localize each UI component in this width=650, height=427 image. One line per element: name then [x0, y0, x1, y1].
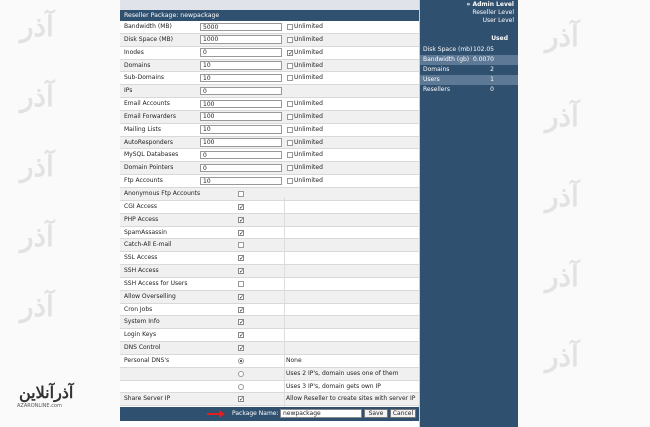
feature-checkbox[interactable]: [238, 191, 244, 197]
site-logo: [5, 383, 74, 417]
field-input[interactable]: 10: [200, 74, 282, 83]
feature-checkbox[interactable]: ✓: [239, 268, 245, 276]
table-row: [120, 342, 419, 355]
table-row: [120, 85, 419, 98]
used-header: Used: [491, 35, 508, 42]
field-label: Disk Space (MB): [124, 35, 173, 43]
usage-row: [420, 75, 518, 85]
field-label: Bandwidth (MB): [124, 23, 172, 30]
table-row: [120, 98, 419, 111]
unlimited-checkbox[interactable]: [287, 75, 293, 81]
unlimited-label: Unlimited: [294, 100, 323, 108]
table-row: [120, 47, 419, 60]
watermark: آذر: [20, 10, 54, 43]
table-row: [120, 304, 419, 317]
usage-row: [420, 65, 518, 75]
unlimited-checkbox[interactable]: [287, 63, 293, 69]
feature-checkbox[interactable]: ✓: [239, 293, 245, 301]
field-input[interactable]: 5000: [200, 23, 282, 32]
watermark: آذر: [20, 220, 54, 253]
usage-label: Bandwidth (gb): [423, 56, 470, 63]
watermark: آذر: [545, 180, 579, 213]
share-server-ip-checkbox[interactable]: ✓: [239, 396, 245, 404]
unlimited-checkbox[interactable]: [287, 178, 293, 184]
sidebar-item-user-level[interactable]: User Level: [482, 17, 514, 24]
field-label: Email Accounts: [124, 100, 170, 108]
table-row: [120, 188, 419, 201]
feature-label: SSL Access: [124, 254, 158, 262]
field-label: IPs: [124, 87, 133, 95]
table-row: [120, 278, 419, 291]
field-input[interactable]: 10: [200, 177, 282, 186]
unlimited-label: Unlimited: [294, 151, 323, 159]
table-row: [120, 227, 419, 240]
feature-label: SpamAssassin: [124, 228, 167, 236]
feature-label: CGI Access: [124, 202, 158, 210]
unlimited-label: Unlimited: [294, 61, 323, 69]
table-row: [120, 21, 419, 34]
unlimited-label: Unlimited: [294, 48, 323, 56]
watermark: آذر: [20, 150, 54, 183]
table-row: [120, 368, 419, 381]
unlimited-checkbox[interactable]: [287, 152, 293, 158]
usage-row: [420, 45, 518, 55]
unlimited-label: Unlimited: [294, 74, 323, 82]
personal-dns-label: Personal DNS's: [124, 356, 170, 364]
feature-checkbox[interactable]: [238, 242, 244, 248]
field-input[interactable]: 0: [200, 151, 282, 160]
table-row: [120, 381, 419, 394]
feature-label: PHP Access: [124, 215, 159, 223]
personal-dns-option-text: Uses 3 IP's, domain gets own IP: [286, 382, 381, 390]
feature-label: Login Keys: [124, 331, 157, 339]
usage-value: 2: [490, 66, 494, 73]
field-label: Domain Pointers: [124, 164, 174, 172]
field-input[interactable]: 100: [200, 112, 282, 121]
unlimited-label: Unlimited: [294, 112, 323, 120]
feature-label: SSH Access for Users: [124, 279, 188, 287]
feature-checkbox[interactable]: ✓: [239, 255, 245, 263]
usage-value: 0.0070: [473, 56, 494, 63]
logo-subtext: AZARONLINE.com: [17, 403, 62, 409]
share-server-ip-text: Allow Reseller to create sites with server IP: [286, 395, 416, 403]
watermark: آذر: [545, 340, 579, 373]
unlimited-checkbox[interactable]: [287, 127, 293, 133]
table-row: [120, 111, 419, 124]
table-row: [120, 60, 419, 73]
field-input[interactable]: 10: [200, 61, 282, 70]
feature-label: DNS Control: [124, 344, 161, 352]
feature-checkbox[interactable]: [238, 281, 244, 287]
table-row: [120, 214, 419, 227]
field-input[interactable]: 100: [200, 100, 282, 109]
unlimited-label: Unlimited: [294, 35, 323, 43]
package-header: Reseller Package: newpackage: [120, 10, 419, 21]
cancel-button[interactable]: Cancel: [390, 409, 416, 418]
package-name-input[interactable]: newpackage: [280, 409, 362, 418]
red-arrow-icon: [207, 410, 225, 418]
feature-label: Allow Overselling: [124, 292, 176, 300]
field-label: Sub-Domains: [124, 74, 164, 82]
table-row: [120, 201, 419, 214]
watermark: آذر: [545, 20, 579, 53]
table-row: [120, 265, 419, 278]
personal-dns-option-text: Uses 2 IP's, domain uses one of them: [286, 369, 399, 377]
usage-row: [420, 85, 518, 95]
personal-dns-radio[interactable]: [238, 371, 244, 377]
field-label: Inodes: [124, 48, 144, 56]
table-row: [120, 175, 419, 188]
feature-label: Cron Jobs: [124, 305, 153, 313]
unlimited-checkbox[interactable]: [287, 101, 293, 107]
logo-text: آذرآنلاین: [19, 383, 74, 402]
save-button[interactable]: Save: [364, 409, 388, 418]
table-row: [120, 72, 419, 85]
usage-value: 0: [490, 86, 494, 93]
field-label: Ftp Accounts: [124, 177, 163, 185]
top-strip: [120, 0, 419, 10]
package-settings-table: [120, 21, 419, 406]
sidebar: [420, 0, 518, 427]
table-row: [120, 291, 419, 304]
table-row: [120, 329, 419, 342]
table-row: [120, 34, 419, 47]
feature-checkbox[interactable]: ✓: [239, 345, 245, 353]
table-row: [120, 355, 419, 368]
form-footer: [120, 407, 419, 421]
table-row: [120, 316, 419, 329]
unlimited-label: Unlimited: [294, 177, 323, 185]
table-row: [120, 149, 419, 162]
watermark: آذر: [20, 80, 54, 113]
usage-value: 102.05: [473, 46, 494, 53]
unlimited-label: Unlimited: [294, 23, 323, 30]
field-label: AutoResponders: [124, 138, 174, 146]
table-row: [120, 239, 419, 252]
table-row: [120, 137, 419, 150]
watermark: آذر: [20, 290, 54, 323]
package-form-panel: [120, 0, 420, 427]
watermark: آذر: [545, 260, 579, 293]
share-server-ip-label: Share Server IP: [124, 395, 171, 403]
table-row: [120, 162, 419, 175]
unlimited-checkbox[interactable]: [287, 165, 293, 171]
table-row: [120, 252, 419, 265]
package-name-label: Package Name:: [232, 410, 279, 417]
feature-label: Catch-All E-mail: [124, 241, 172, 249]
field-label: Mailing Lists: [124, 125, 161, 133]
table-row: [120, 124, 419, 137]
table-row: [120, 393, 419, 406]
field-input[interactable]: 10: [200, 125, 282, 134]
feature-checkbox[interactable]: ✓: [239, 319, 245, 327]
feature-checkbox[interactable]: ✓: [239, 216, 245, 224]
field-input[interactable]: 100: [200, 138, 282, 147]
field-input[interactable]: 0: [200, 164, 282, 173]
feature-checkbox[interactable]: ✓: [239, 332, 245, 340]
feature-checkbox[interactable]: ✓: [239, 306, 245, 314]
feature-checkbox[interactable]: ✓: [239, 203, 245, 211]
unlimited-checkbox[interactable]: [287, 37, 293, 43]
field-label: Domains: [124, 61, 151, 69]
field-input[interactable]: 0: [200, 87, 282, 96]
feature-label: SSH Access: [124, 267, 159, 275]
unlimited-checkbox[interactable]: ✓: [288, 49, 294, 57]
unlimited-checkbox[interactable]: [287, 24, 293, 30]
personal-dns-radio[interactable]: [238, 358, 244, 364]
unlimited-label: Unlimited: [294, 164, 323, 172]
feature-checkbox[interactable]: ✓: [239, 229, 245, 237]
usage-label: Users: [423, 76, 440, 83]
usage-row: [420, 55, 518, 65]
personal-dns-radio[interactable]: [238, 384, 244, 390]
field-input[interactable]: 0: [200, 48, 282, 57]
field-input[interactable]: 1000: [200, 35, 282, 44]
field-label: Email Forwarders: [124, 112, 176, 120]
feature-label: Anonymous Ftp Accounts: [124, 189, 201, 197]
sidebar-item-reseller-level[interactable]: Reseller Level: [472, 9, 514, 16]
column-divider: [284, 197, 285, 409]
sidebar-item-admin-level[interactable]: » Admin Level: [466, 1, 514, 8]
field-label: MySQL Databases: [124, 151, 179, 159]
watermark: آذر: [545, 100, 579, 133]
usage-label: Resellers: [423, 86, 451, 93]
unlimited-label: Unlimited: [294, 125, 323, 133]
unlimited-label: Unlimited: [294, 138, 323, 146]
usage-label: Domains: [423, 66, 450, 73]
usage-label: Disk Space (mb): [423, 46, 473, 53]
personal-dns-option-text: None: [286, 356, 302, 364]
feature-label: System Info: [124, 318, 160, 326]
unlimited-checkbox[interactable]: [287, 114, 293, 120]
usage-value: 1: [490, 76, 494, 83]
unlimited-checkbox[interactable]: [287, 140, 293, 146]
